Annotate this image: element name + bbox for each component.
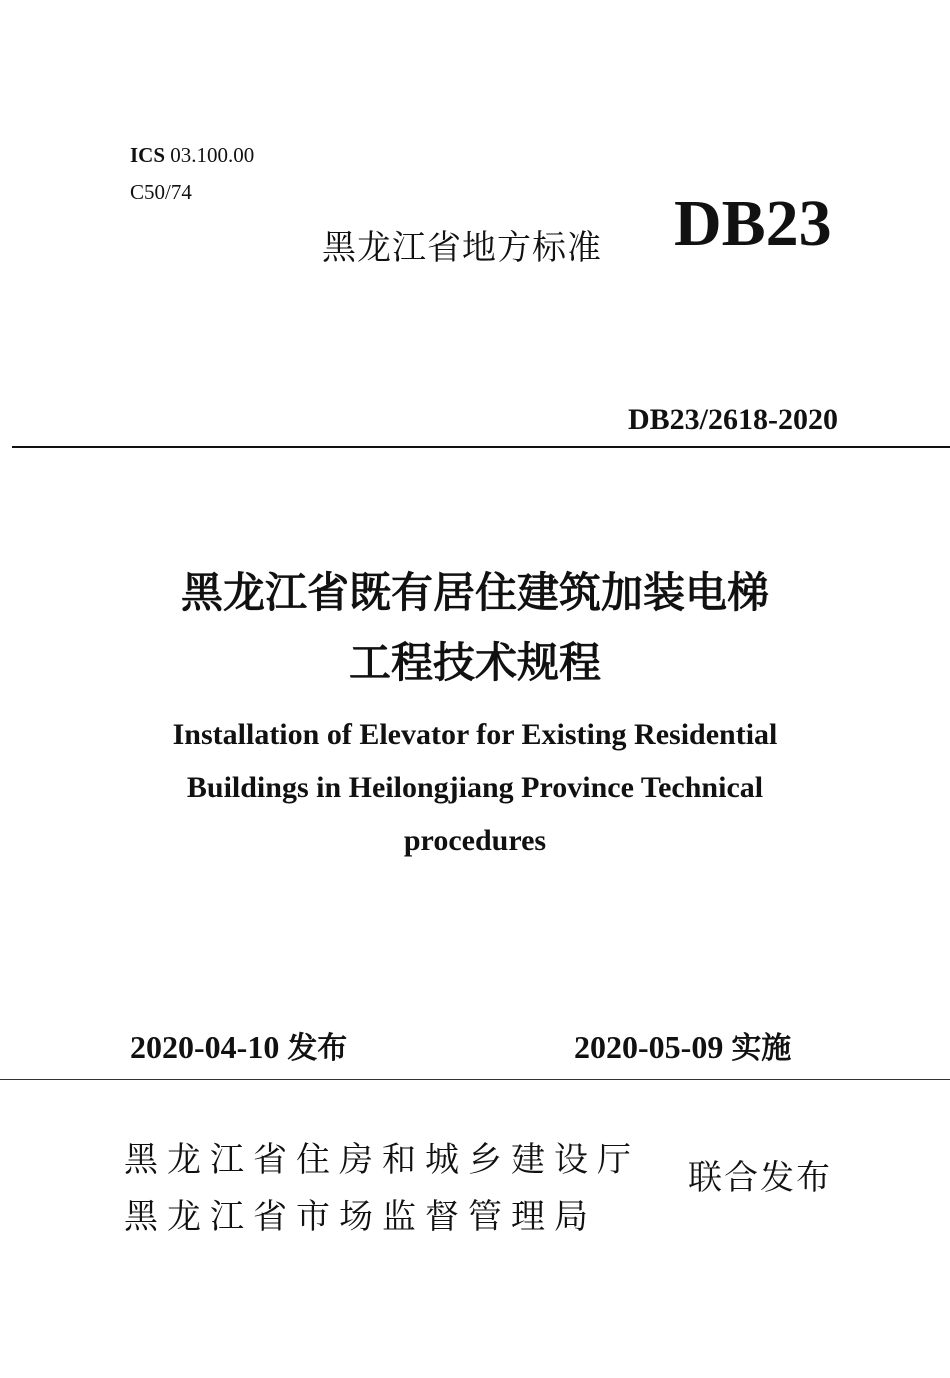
implement-label: 实施 <box>731 1031 792 1066</box>
db-code: DB23 <box>674 187 832 260</box>
title-en-line2: Buildings in Heilongjiang Province Technical <box>186 771 764 804</box>
implement-date-value: 2020-05-09 <box>574 1029 724 1065</box>
standard-type: 黑龙江省地方标准 <box>322 228 602 268</box>
ccs-code: C50/74 <box>130 180 192 204</box>
issue-label: 发布 <box>287 1031 348 1066</box>
publisher-list <box>124 1132 640 1246</box>
joint-publish-label: 联合发布 <box>688 1158 832 1198</box>
issue-date-value: 2020-04-10 <box>130 1029 280 1065</box>
title-cn-line2: 工程技术规程 <box>348 638 601 687</box>
ics-label: ICS <box>130 143 166 167</box>
ics-code <box>130 142 254 168</box>
title-cn-line1: 黑龙江省既有居住建筑加装电梯 <box>180 568 769 617</box>
implement-date <box>574 1027 791 1069</box>
ics-number: 03.100.00 <box>170 143 255 167</box>
top-divider <box>12 446 950 448</box>
title-en-line3: procedures <box>403 824 547 857</box>
issue-date <box>130 1027 347 1069</box>
standard-number: DB23/2618-2020 <box>628 403 838 436</box>
publisher-org2: 黑龙江省市场监督管理局 <box>124 1197 597 1237</box>
title-chinese <box>0 558 950 698</box>
title-english <box>100 708 850 867</box>
title-en-line1: Installation of Elevator for Existing Residential <box>172 718 778 751</box>
bottom-divider <box>0 1079 950 1080</box>
publisher-org1: 黑龙江省住房和城乡建设厅 <box>124 1140 640 1180</box>
